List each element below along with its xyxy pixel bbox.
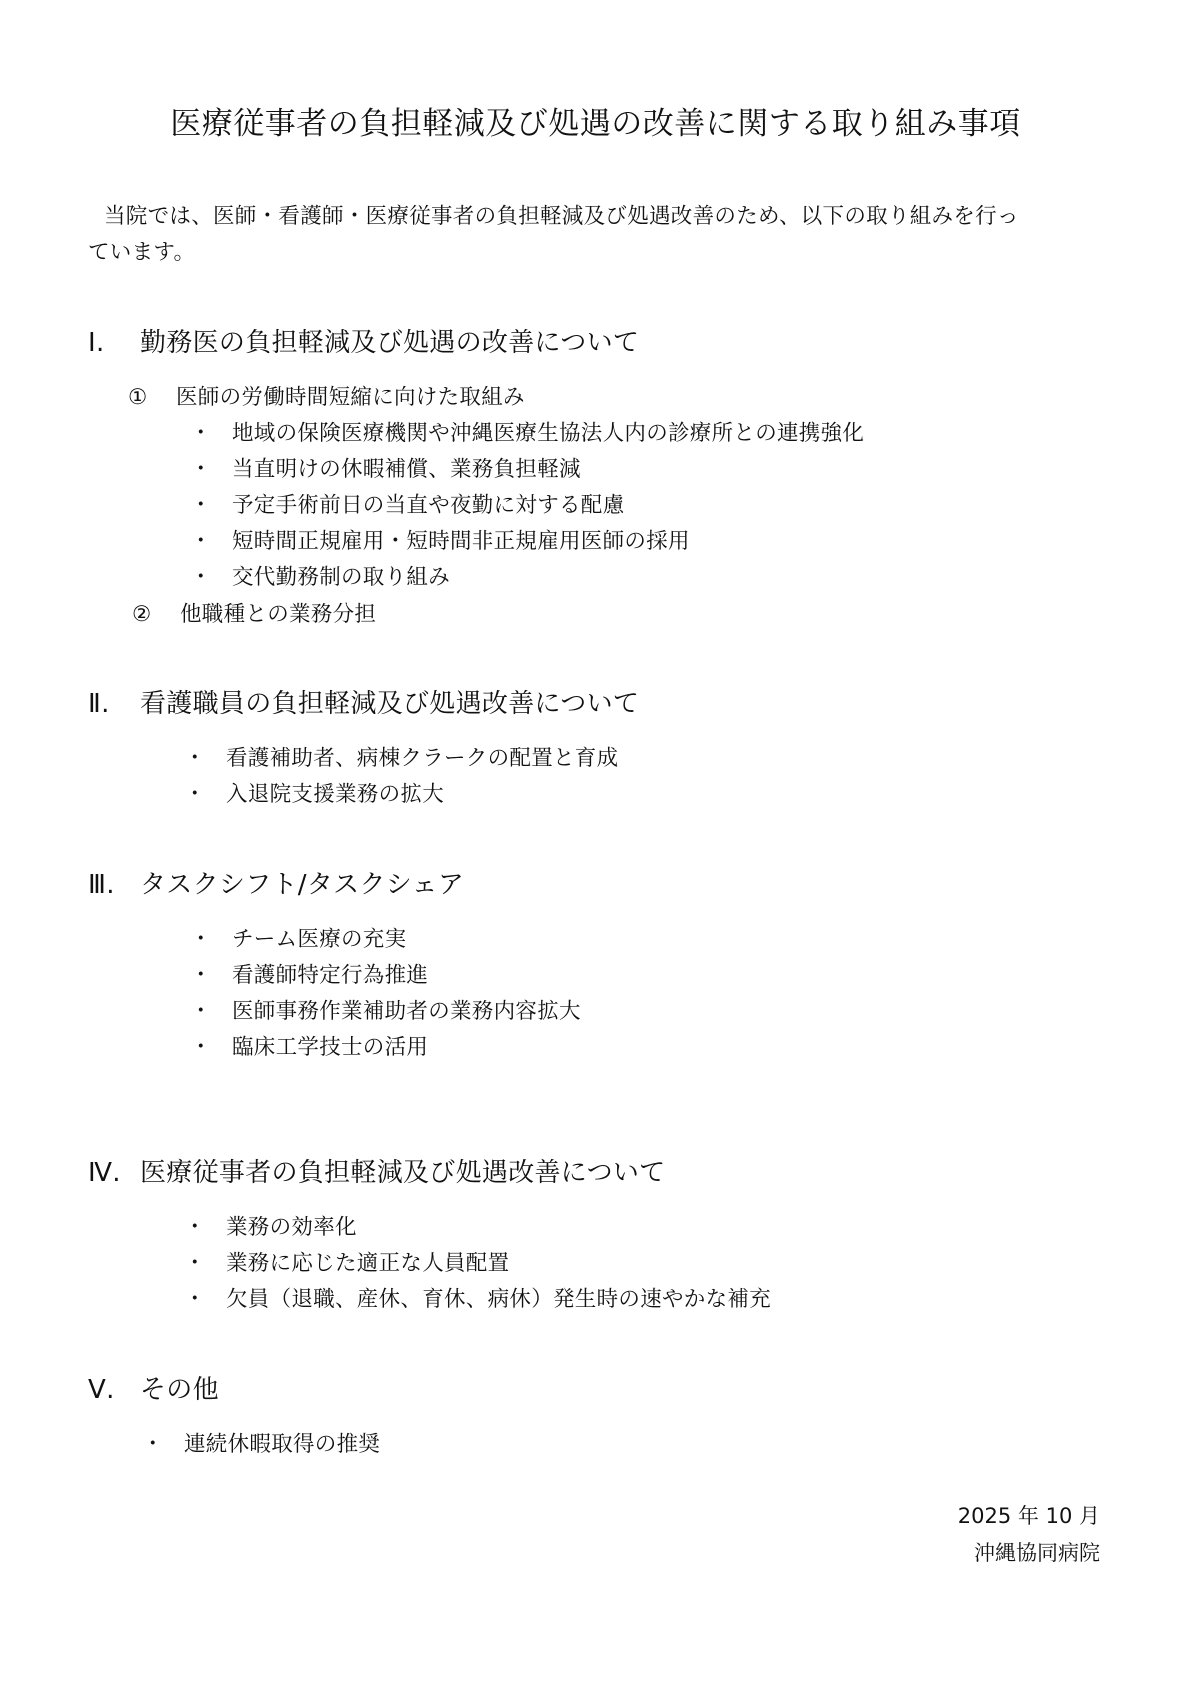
list-item-text: 業務に応じた適正な人員配置 [226, 1251, 510, 1276]
list-item [190, 1030, 428, 1061]
subsection-1-1 [128, 380, 525, 411]
bullet-icon: ・ [184, 746, 206, 771]
footer-organization: 沖縄協同病院 [974, 1541, 1100, 1565]
list-item-text: 入退院支援業務の拡大 [226, 782, 445, 807]
section-2-heading [88, 683, 639, 720]
section-5-number: Ⅴ. [88, 1375, 115, 1405]
section-3-number: Ⅲ. [88, 870, 115, 900]
subsection-1-2 [132, 597, 376, 628]
list-item-text: 欠員（退職、産休、育休、病休）発生時の速やかな補充 [226, 1287, 772, 1312]
list-item-text: 交代勤務制の取り組み [232, 565, 451, 590]
list-item-text: 短時間正規雇用・短時間非正規雇用医師の採用 [232, 529, 690, 554]
section-3-heading [88, 864, 464, 901]
bullet-icon: ・ [190, 927, 212, 952]
bullet-icon: ・ [184, 1215, 206, 1240]
list-item-text: 医師事務作業補助者の業務内容拡大 [232, 999, 581, 1024]
bullet-icon: ・ [190, 529, 212, 554]
list-item [184, 741, 618, 772]
section-3-title: タスクシフト/タスクシェア [140, 870, 465, 900]
section-5-title: その他 [140, 1375, 219, 1405]
subsection-1-1-number: ① [128, 385, 148, 410]
bullet-icon: ・ [190, 493, 212, 518]
list-item-text: 予定手術前日の当直や夜勤に対する配慮 [232, 493, 625, 518]
section-2-number: Ⅱ. [88, 689, 110, 719]
list-item [142, 1427, 380, 1458]
bullet-icon: ・ [142, 1432, 164, 1457]
page-title: 医療従事者の負担軽減及び処遇の改善に関する取り組み事項 [170, 106, 1021, 142]
list-item-text: 看護補助者、病棟クラークの配置と育成 [226, 746, 619, 771]
section-4-title: 医療従事者の負担軽減及び処遇改善について [140, 1158, 666, 1188]
section-4-heading [88, 1152, 665, 1189]
list-item-text: チーム医療の充実 [232, 927, 407, 952]
list-item-text: 連続休暇取得の推奨 [184, 1432, 381, 1457]
list-item [190, 452, 581, 483]
subsection-1-2-label: 他職種との業務分担 [180, 602, 377, 627]
bullet-icon: ・ [190, 457, 212, 482]
list-item-text: 地域の保険医療機関や沖縄医療生協法人内の診療所との連携強化 [232, 421, 865, 446]
footer-date: 2025 年 10 月 [957, 1504, 1100, 1528]
bullet-icon: ・ [190, 421, 212, 446]
list-item [184, 777, 444, 808]
subsection-1-2-number: ② [132, 602, 152, 627]
list-item-text: 看護師特定行為推進 [232, 963, 429, 988]
intro-line-2: ています。 [88, 240, 196, 265]
section-2-title: 看護職員の負担軽減及び処遇改善について [140, 689, 640, 719]
list-item-text: 業務の効率化 [226, 1215, 357, 1240]
section-1-title: 勤務医の負担軽減及び処遇の改善について [140, 328, 640, 358]
intro-line-1: 当院では、医師・看護師・医療従事者の負担軽減及び処遇改善のため、以下の取り組みを行っ [104, 204, 1019, 229]
bullet-icon: ・ [184, 782, 206, 807]
list-item [184, 1282, 771, 1313]
bullet-icon: ・ [190, 963, 212, 988]
bullet-icon: ・ [190, 1035, 212, 1060]
list-item [190, 560, 450, 591]
section-1-heading [88, 322, 639, 359]
list-item [190, 416, 864, 447]
section-4-number: Ⅳ. [88, 1158, 121, 1188]
section-5-heading [88, 1369, 219, 1406]
bullet-icon: ・ [184, 1251, 206, 1276]
list-item [184, 1210, 357, 1241]
list-item-text: 臨床工学技士の活用 [232, 1035, 429, 1060]
bullet-icon: ・ [184, 1287, 206, 1312]
subsection-1-1-label: 医師の労働時間短縮に向けた取組み [176, 385, 525, 410]
list-item [190, 994, 581, 1025]
list-item [190, 524, 690, 555]
list-item [190, 922, 406, 953]
list-item-text: 当直明けの休暇補償、業務負担軽減 [232, 457, 581, 482]
list-item [190, 958, 428, 989]
list-item [190, 488, 624, 519]
list-item [184, 1246, 509, 1277]
bullet-icon: ・ [190, 999, 212, 1024]
section-1-number: Ⅰ. [88, 328, 105, 358]
bullet-icon: ・ [190, 565, 212, 590]
